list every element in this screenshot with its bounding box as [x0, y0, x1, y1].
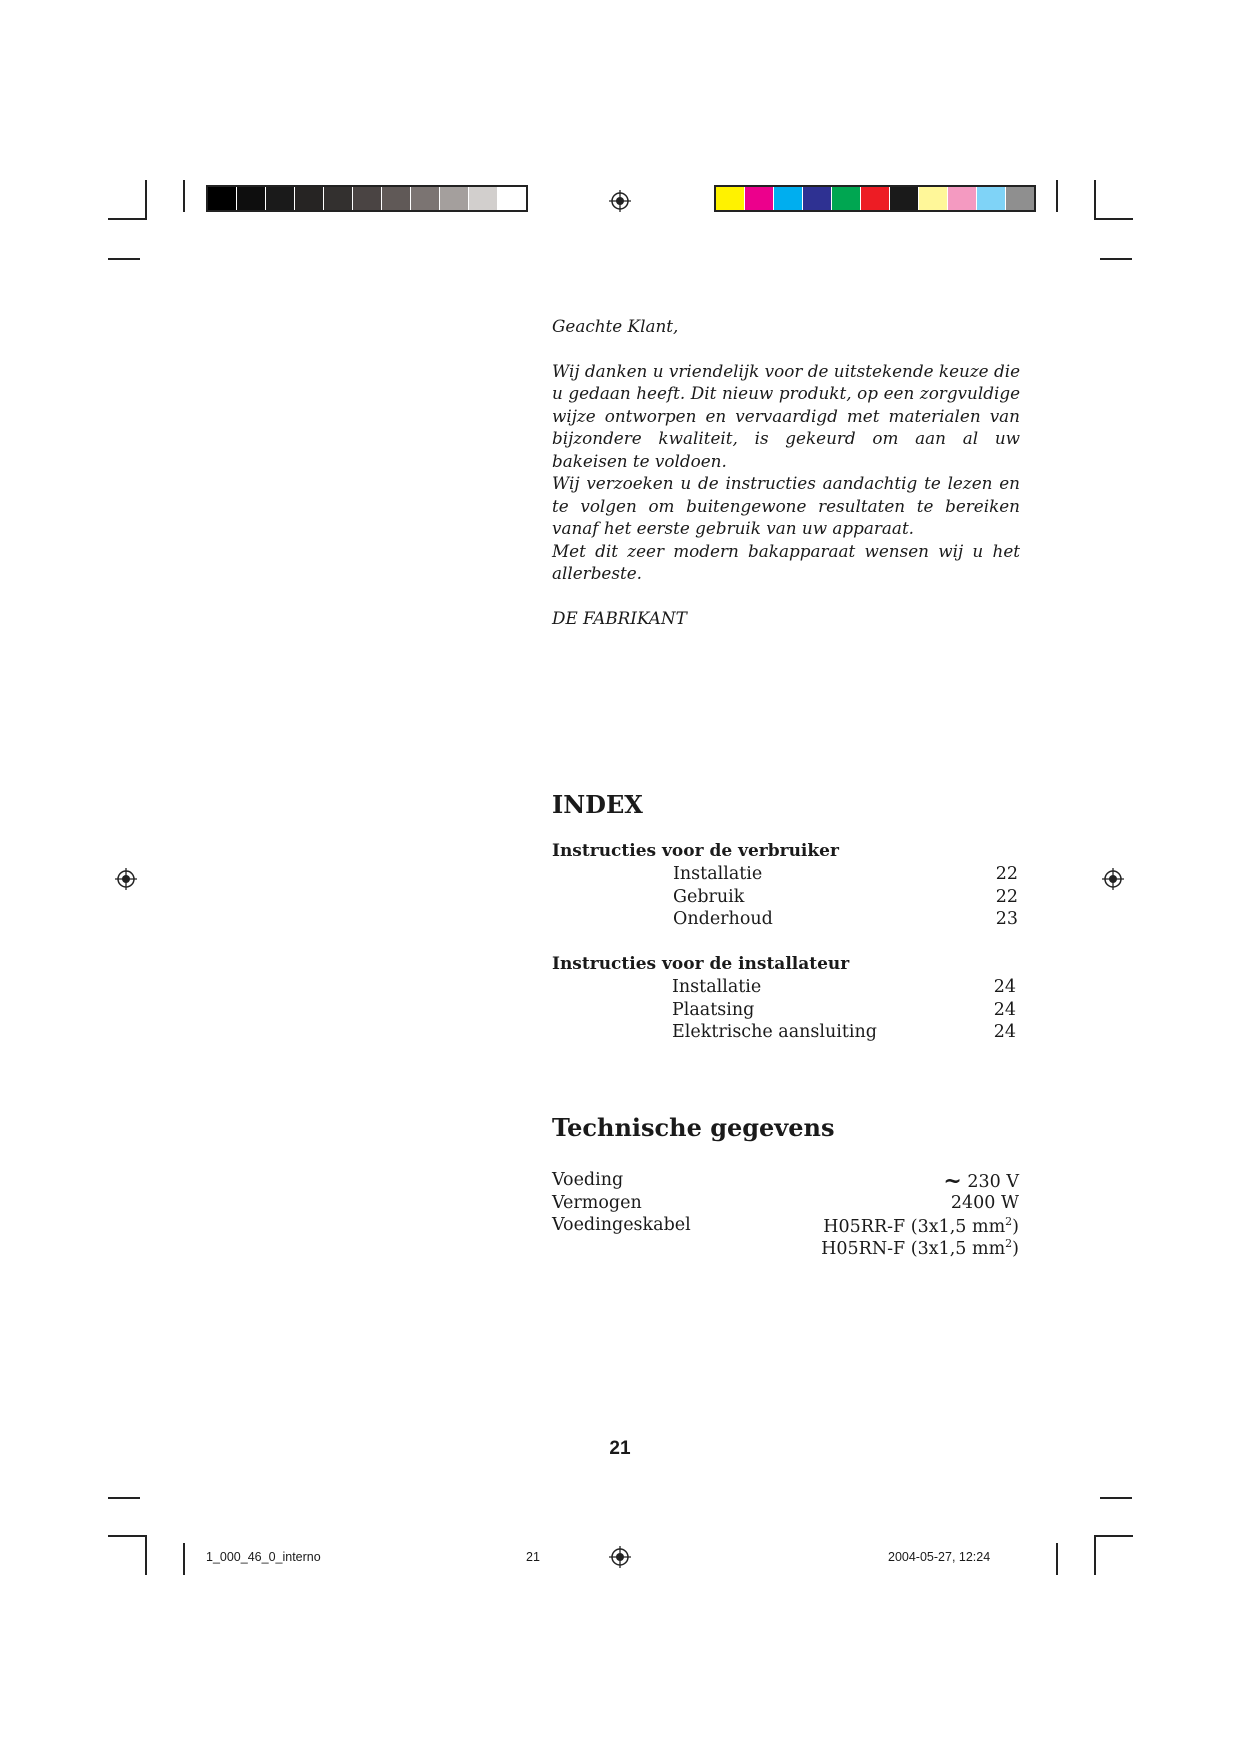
crop-mark — [108, 218, 147, 220]
index-item-label: Gebruik — [673, 887, 745, 907]
spec-value: H05RR-F (3x1,5 $mm^2$) — [823, 1215, 1019, 1237]
index-item-page: 24 — [993, 1022, 1016, 1042]
color-swatch — [890, 187, 919, 210]
color-swatch — [440, 187, 469, 210]
index-item-label: Onderhoud — [673, 909, 773, 929]
crop-mark — [108, 1535, 147, 1537]
index-item-label: Installatie — [673, 864, 763, 884]
spec-label: Voedingeskabel — [552, 1215, 691, 1235]
color-swatch — [919, 187, 948, 210]
crop-mark — [1056, 1543, 1058, 1575]
color-swatch — [295, 187, 324, 210]
color-swatch — [832, 187, 861, 210]
color-swatch — [353, 187, 382, 210]
color-swatch — [803, 187, 832, 210]
spec-label: Voeding — [552, 1170, 624, 1190]
grayscale-calibration-strip — [206, 185, 528, 212]
specs-title: Technische gegevens — [552, 1113, 835, 1142]
letter-paragraph: Wij danken u vriendelijk voor de uitstekende keuze die u gedaan heeft. Dit nieuw produkt, op een zorgvuldige wijze ontworpen en vervaardigd met materialen van bijzondere kwaliteit, is gekeurd om aan al uw bakeisen te voldoen. — [552, 360, 1020, 471]
registration-mark-icon — [1102, 868, 1124, 890]
crop-mark — [1056, 180, 1058, 212]
crop-mark — [1100, 1497, 1132, 1499]
index-item-label: Elektrische aansluiting — [672, 1022, 877, 1042]
registration-mark-icon — [115, 868, 137, 890]
index-item-page: 22 — [995, 887, 1018, 907]
welcome-letter — [552, 315, 1020, 629]
crop-mark — [145, 1535, 147, 1575]
color-swatch — [745, 187, 774, 210]
color-swatch — [237, 187, 266, 210]
footer-datetime: 2004-05-27, 12:24 — [888, 1550, 991, 1564]
crop-mark — [1094, 1535, 1133, 1537]
color-swatch — [324, 187, 353, 210]
crop-mark — [183, 1543, 185, 1575]
index-item-page: 22 — [995, 864, 1018, 884]
index-item-page: 24 — [993, 977, 1016, 997]
crop-mark — [108, 1497, 140, 1499]
crop-mark — [145, 180, 147, 220]
color-swatch — [208, 187, 237, 210]
spec-value: 2400 W — [950, 1193, 1019, 1213]
crop-mark — [1100, 258, 1132, 260]
color-swatch — [774, 187, 803, 210]
index-section-title: Instructies voor de verbruiker — [552, 841, 839, 861]
crop-mark — [1094, 180, 1096, 220]
letter-paragraph: Met dit zeer modern bakapparaat wensen wij u het allerbeste. — [552, 540, 1020, 583]
color-swatch — [716, 187, 745, 210]
spec-value: ~ 230 V — [943, 1168, 1019, 1194]
color-swatch — [382, 187, 411, 210]
color-swatch — [266, 187, 295, 210]
footer-page: 21 — [526, 1550, 540, 1564]
spec-value: H05RN-F (3x1,5 $mm^2$) — [821, 1237, 1019, 1259]
index-section-title: Instructies voor de installateur — [552, 954, 850, 974]
index-item-label: Plaatsing — [672, 1000, 755, 1020]
index-item-page: 23 — [995, 909, 1018, 929]
color-swatch — [469, 187, 498, 210]
color-swatch — [977, 187, 1006, 210]
color-swatch — [411, 187, 440, 210]
spec-label: Vermogen — [552, 1193, 642, 1213]
color-swatch — [948, 187, 977, 210]
index-item-label: Installatie — [672, 977, 762, 997]
page-number: 21 — [609, 1438, 631, 1459]
registration-mark-icon — [609, 1546, 631, 1568]
crop-mark — [1094, 218, 1133, 220]
index-title: INDEX — [552, 790, 643, 819]
footer-filename: 1_000_46_0_interno — [206, 1550, 321, 1564]
color-swatch — [498, 187, 526, 210]
color-swatch — [1006, 187, 1034, 210]
letter-signature: DE FABRIKANT — [552, 607, 687, 628]
crop-mark — [183, 180, 185, 212]
index-item-page: 24 — [993, 1000, 1016, 1020]
crop-mark — [108, 258, 140, 260]
registration-mark-icon — [609, 190, 631, 212]
color-swatch — [861, 187, 890, 210]
color-calibration-strip — [714, 185, 1036, 212]
crop-mark — [1094, 1535, 1096, 1575]
letter-paragraph: Wij verzoeken u de instructies aandachtig te lezen en te volgen om buitengewone resultaten te bereiken vanaf het eerste gebruik van uw apparaat. — [552, 473, 1020, 538]
alternating-current-icon: ~ — [943, 1168, 962, 1194]
letter-greeting: Geachte Klant, — [552, 316, 679, 336]
